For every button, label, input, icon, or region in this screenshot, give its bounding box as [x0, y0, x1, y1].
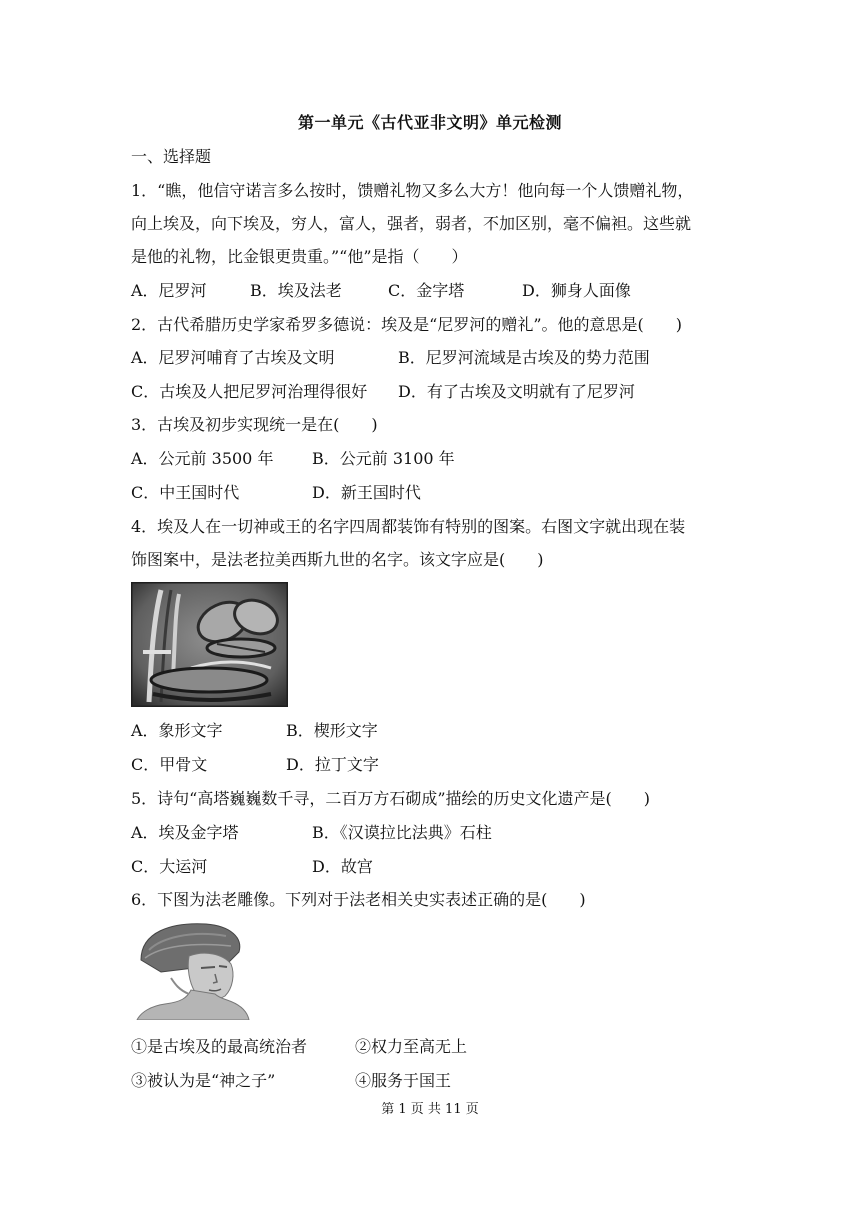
q1-option-a: A．尼罗河 — [131, 281, 207, 300]
q3-option-a: A．公元前 3500 年 — [131, 449, 274, 468]
q3-option-b: B．公元前 3100 年 — [312, 449, 455, 468]
q1-option-b: B．埃及法老 — [250, 281, 342, 300]
q6-statement-2: ②权力至高无上 — [355, 1037, 468, 1056]
q3-option-c: C．中王国时代 — [131, 483, 240, 502]
hieroglyph-cartouche-image — [131, 582, 288, 707]
section-heading: 一、选择题 — [131, 147, 212, 166]
q6-statement-3: ③被认为是“神之子” — [131, 1071, 276, 1090]
q2-option-a: A．尼罗河哺育了古埃及文明 — [131, 348, 335, 367]
q4-option-a: A．象形文字 — [131, 721, 223, 740]
q4-line-1: 4．埃及人在一切神或王的名字四周都装饰有特别的图案。右图文字就出现在装 — [131, 517, 686, 536]
q5-option-c: C．大运河 — [131, 857, 208, 876]
q2-line-1: 2．古代希腊历史学家希罗多德说：埃及是“尼罗河的赠礼”。他的意思是( ) — [131, 315, 683, 334]
q2-option-c: C．古埃及人把尼罗河治理得很好 — [131, 382, 368, 401]
q2-option-d: D．有了古埃及文明就有了尼罗河 — [398, 382, 635, 401]
q4-option-c: C．甲骨文 — [131, 755, 208, 774]
q5-option-d: D．故宫 — [312, 857, 373, 876]
q6-statement-1: ①是古埃及的最高统治者 — [131, 1037, 308, 1056]
q5-option-b: B．《汉谟拉比法典》石柱 — [312, 823, 492, 842]
q1-line-3: 是他的礼物，比金银更贵重。”“他”是指（ ） — [131, 247, 468, 266]
q6-statement-4: ④服务于国王 — [355, 1071, 452, 1090]
q3-line-1: 3．古埃及初步实现统一是在( ) — [131, 415, 378, 434]
q5-option-a: A．埃及金字塔 — [131, 823, 239, 842]
pharaoh-statue-image — [131, 920, 251, 1020]
q1-line-2: 向上埃及，向下埃及，穷人，富人，强者，弱者，不加区别，毫不偏袒。这些就 — [131, 214, 692, 233]
q2-option-b: B．尼罗河流域是古埃及的势力范围 — [398, 348, 650, 367]
q5-line-1: 5．诗句“高塔巍巍数千寻，二百万方石砌成”描绘的历史文化遗产是( ) — [131, 789, 651, 808]
q4-option-d: D．拉丁文字 — [286, 755, 379, 774]
q6-line-1: 6．下图为法老雕像。下列对于法老相关史实表述正确的是( ) — [131, 890, 586, 909]
page-footer: 第 1 页 共 11 页 — [381, 1102, 479, 1117]
q4-option-b: B．楔形文字 — [286, 721, 378, 740]
page-title: 第一单元《古代亚非文明》单元检测 — [297, 113, 562, 132]
q1-option-c: C．金字塔 — [388, 281, 465, 300]
q3-option-d: D．新王国时代 — [312, 483, 421, 502]
q4-line-2: 饰图案中，是法老拉美西斯九世的名字。该文字应是( ) — [131, 550, 544, 569]
q1-line-1: 1．“瞧，他信守诺言多么按时，馈赠礼物又多么大方！他向每一个人馈赠礼物， — [131, 181, 694, 200]
q1-option-d: D．狮身人面像 — [522, 281, 631, 300]
